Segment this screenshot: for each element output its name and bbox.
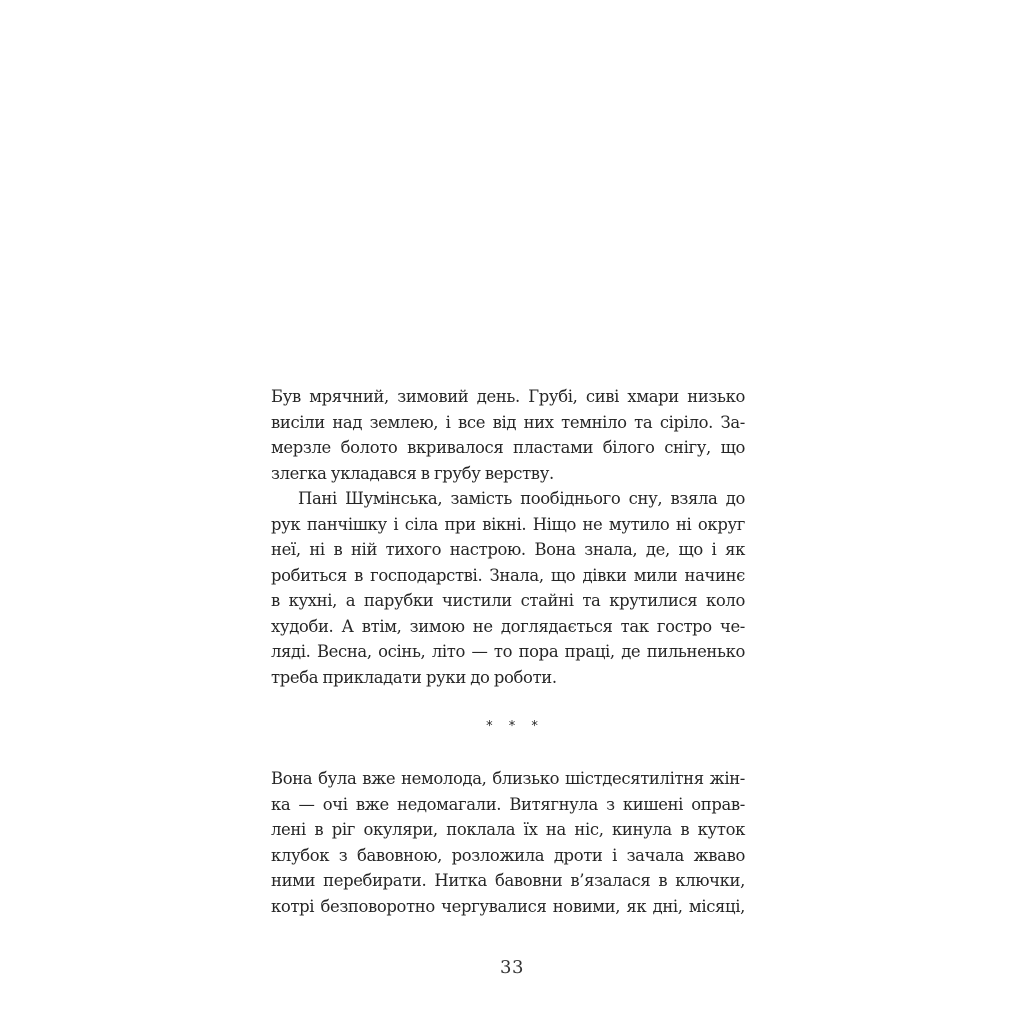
text-line: треба прикладати руки до роботи. [271,667,557,687]
text-line: ними перебирати. Нитка бавовни в’язалася в ключки, [271,871,745,890]
paragraph [271,384,745,486]
text-line: котрі безповоротно чергувалися новими, як дні, місяці, [271,896,745,916]
text-line: лені в ріг окуляри, поклала їх на ніс, кинула в куток [271,820,745,839]
text-line: ка — очі вже недомагали. Витягнула з кишені оправ- [271,794,745,814]
paragraph [271,766,745,919]
text-line: неї, ні в ній тихого настрою. Вона знала, де, що і як [271,540,745,559]
text-line: висіли над землею, і все від них темніло та сіріло. За- [271,412,745,432]
text-line: мерзле болото вкривалося пластами білого снігу, що [271,438,745,457]
page-number: 33 [500,957,524,978]
paragraph [271,486,745,690]
section-separator: * * * [486,719,544,734]
text-line: злегка укладався в грубу верству. [271,463,554,483]
text-line: в кухні, а парубки чистили стайні та крутилися коло [271,591,745,610]
section-2 [271,766,745,919]
text-line: ляді. Весна, осінь, літо — то пора праці, де пильненько [271,642,745,661]
text-line: клубок з бавовною, розложила дроти і зачала жваво [271,845,745,865]
text-line: Пані Шумінська, замість пообіднього сну, взяла до [298,489,745,508]
text-line: худоби. А втім, зимою не доглядається так гостро че- [271,616,745,636]
text-line: Був мрячний, зимовий день. Грубі, сиві хмари низько [271,387,745,406]
text-line: Вона була вже немолода, близько шістдесятилітня жін- [271,769,745,788]
text-line: рук панчішку і сіла при вікні. Ніщо не мутило ні округ [271,514,745,534]
text-line: робиться в господарстві. Знала, що дівки мили начинє [271,565,745,585]
section-1 [271,384,745,690]
